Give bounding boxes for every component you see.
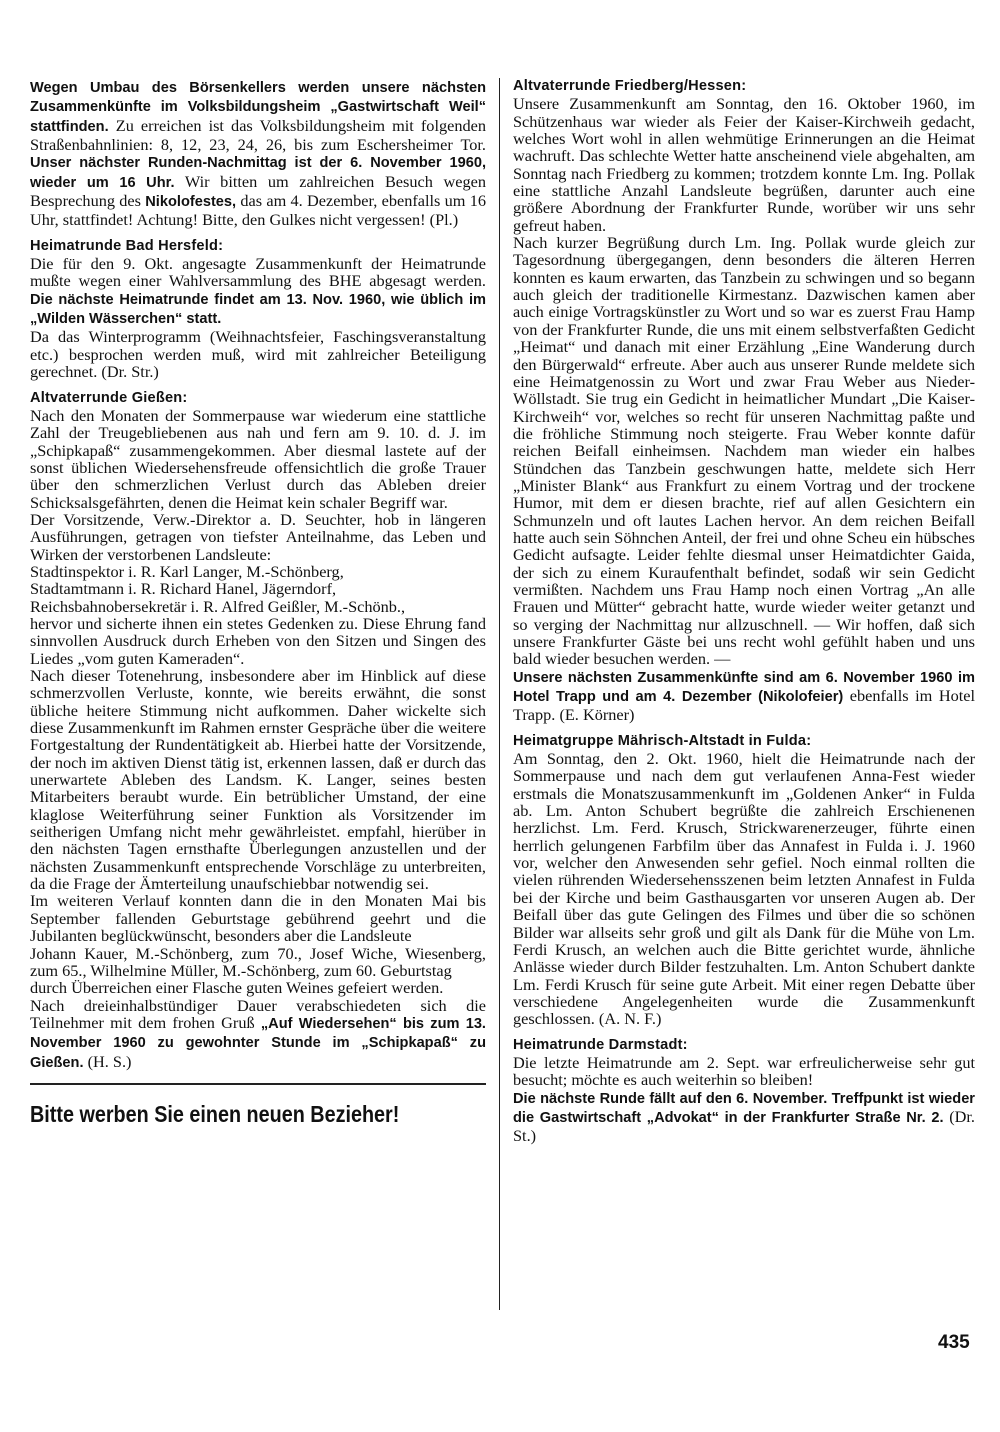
notice-text: Wir bitten um zahlreichen Besuch wegen Besprechung des [30,171,486,211]
giessen-paragraph: Nach dieser Totenehrung, insbesondere aber im Hinblick auf diese schmerzvollen Verluste, konnte, wie bereits erwähnt, die sonst übliche heitere Stimmung nicht aufkommen. Daher wickelte sich diese Zusammenkunft im Rahmen ernster Gespräche über die weitere Fortgestaltung der Rundentätigkeit ab. Hierbei hatte der Vorsitzende, der noch im aktiven Dienst tätig ist, erkennen lassen, daß er durch das unerwartete Ableben des Landsm. K. Langer, seines besten Mitarbeiters beraubt wurde. Ein betrüblicher Umstand, der eine klaglose Weiterführung seiner Funktion als Vorsitzender im seitherigen Umfang nicht mehr gewährleistet. empfahl, hierüber in den nächsten Tagen ernsthafte Überlegungen anzustellen und der nächsten Zusammenkunft entsprechende Vorschläge zu unterbreiten, da die Frage der Ämterteilung unaufschiebbar notwendig sei. [30,666,486,894]
friedberg-paragraph: Nach kurzer Begrüßung durch Lm. Ing. Pollak wurde gleich zur Tagesordnung übergegangen, denn besonders die älteren Herren konnten es kaum erwarten, das Tanzbein zu schwingen und so begann auch gleich der traditionelle Kirmestanz. Dazwischen kamen aber auch einige Vortragskünstler zu Wort und so war es zuerst Frau Hamp von der Frankfurter Runde, die uns mit einem selbstverfaßten Gedicht „Heimat“ und danach mit einer Erzählung „Eine Wanderung durch den Bürgerwald“ erfreute. Aber auch aus unserer Runde meldete sich eine Heimatgenossin zu Wort und zwar Frau Weber aus Nieder-Wöllstadt. Sie trug ein Gedicht in heimatlicher Mundart „Die Kaiser-Kirchweih“ vor, welches so recht für unseren Nachmittag paßte und die fröhliche Stimmung noch steigerte. Frau Weber konnte dafür reichen Beifall einheimsen. Nachdem man wieder ein halbes Stündchen das Tanzbein geschwungen hatte, meldete sich Herr „Minister Blank“ aus Frankfurt zu einem Vortrag und der trockene Humor, mit dem er diesen brachte, rief auf allen Gesichtern ein Schmunzeln und oft lautes Lachen hervor. An dem reichen Beifall hatte auch sein Söhnchen Anteil, der frei und ohne Scheu ein hübsches Gedicht aufsagte. Leider fehlte diesmal unser Heimatdichter Gaida, der sich zu einem Kuraufenthalt befindet, sodaß wir sein Gedicht vermißten. Nachdem uns Frau Hamp noch einen Vortrag „An alle Frauen und Mütter“ gebracht hatte, wurde wieder weiter getanzt und so verging der Nachmittag nur allzuschnell. — Wir hoffen, daß sich unsere Frankfurter Gäste bei uns recht wohl gefühlt haben und uns bald wieder besuchen werden. — [513,233,975,669]
darmstadt-closing [513,1089,975,1145]
article-text: Nach dreieinhalbstündiger Dauer verabschiedeten sich die Teilnehmer mit dem frohen Gruß [30,995,486,1032]
notice-text: das am 4. Dezember, ebenfalls um 16 Uhr, stattfindet! Achtung! Bitte, den Gulkes nicht vergessen! (Pl.) [30,191,486,230]
section-divider [30,1083,486,1085]
fulda-paragraph: Am Sonntag, den 2. Okt. 1960, hielt die Heimatrunde nach der Sommerpause und nach dem gut verlaufenen Anna-Fest wieder erstmals die Monatszusammenkunft im „Goldenen Anker“ in Fulda ab. Lm. Anton Schubert begrüßte die zahlreich Erschienenen herzlichst. Lm. Ferd. Krusch, Strickwarenerzeuger, führte einen herrlich gelungenen Farbfilm über das Annafest in Fulda i. J. 1960 vor, welcher den Anwesenden sehr gefiel. Noch einmal rollten die vielen rührenden Wiedersehensszenen beim letzten Annafest in Fulda bei der Kirche und beim Gasthausgarten vor unseren Augen ab. Der Beifall über das gute Gelingen des Filmes und über die so schönen Bilder war allseits sehr groß und gilt als Dank für die Mühe von Lm. Ferdi Krusch, an welchen auch die Bitte gerichtet wurde, ähnliche Anlässe wieder durch Bilder festzuhalten. Lm. Anton Schubert dankte Lm. Ferdi Krusch für seine gute Arbeit. Mit einer regen Debatte über verschiedene Angelegenheiten wurde die Zusammenkunft geschlossen. (A. N. F.) [513,749,975,1029]
article-text: Die für den 9. Okt. angesagte Zusammenkunft der Heimatrunde mußte wegen einer Wahlversammlung des BHE abgesagt werden. [30,254,486,291]
notice-bold-text: Nikolofestes, [145,194,237,211]
bad-hersfeld-text-2: Da das Winterprogramm (Weihnachtsfeier, Faschingsveranstaltung etc.) besprochen werden muß, wird mit zahlreicher Beteiligung gerechnet. (Dr. Str.) [30,327,486,382]
giessen-paragraph: hervor und sicherte ihnen ein stetes Gedenken zu. Diese Ehrung fand sinnvollen Ausdruck durch Erheben von den Sitzen und Singen des Liedes „vom guten Kameraden“. [30,613,486,668]
giessen-list-line: Stadtinspektor i. R. Karl Langer, M.-Schönberg, [30,561,344,581]
page-number: 435 [938,1332,970,1353]
column-divider [499,78,500,1310]
giessen-closing [30,997,486,1072]
article-signature: (Dr. St.) [513,1106,975,1146]
bad-hersfeld-text [30,255,486,328]
friedberg-closing [513,668,975,724]
section-heading-bad-hersfeld: Heimatrunde Bad Hersfeld: [30,237,224,254]
friedberg-paragraph: Unsere Zusammenkunft am Sonntag, den 16. Oktober 1960, im Schützenhaus war wieder als Feier der Kaiser-Kirchweih gedacht, welches Wort wohl in allen wehmütige Erinnerungen an die Heimat wachruft. Das schlechte Wetter hatte anscheinend viele abgehalten, am Sonntag nach Friedberg zu kommen; trotzdem konnte Lm. Ing. Pollak eine stattliche Anzahl Landsleute begrüßen, darunter auch eine größere Abordnung der Frankfurter Runde, worüber wir uns sehr gefreut haben. [513,94,975,235]
article-bold-text: „Auf Wiedersehen“ bis zum 13. November 1960 zu gewohnter Stunde im „Schipkapaß“ zu Gießen. [30,1015,486,1071]
section-heading-fulda: Heimatgruppe Mährisch-Altstadt in Fulda: [513,732,812,749]
article-text: ebenfalls im Hotel Trapp. (E. Körner) [513,686,975,725]
section-heading-giessen: Altvaterrunde Gießen: [30,389,188,406]
giessen-paragraph: Im weiteren Verlauf konnten dann die in den Monaten Mai bis September fallenden Geburtstage gebührend geehrt und die Jubilanten beglückwünscht, besonders aber die Landsleute [30,891,486,946]
giessen-list-line: Stadtamtmann i. R. Richard Hanel, Jägerndorf, [30,579,337,599]
left-column [30,78,486,1129]
subscriber-appeal: Bitte werben Sie einen neuen Bezieher! [30,1100,400,1127]
darmstadt-paragraph: Die letzte Heimatrunde am 2. Sept. war erfreulicherweise sehr gut besucht; möchte es auch weiterhin so bleiben! [513,1052,975,1090]
frankfurt-round-notice [30,78,486,229]
article-bold-text: Die nächste Runde fällt auf den 6. November. Treffpunkt ist wieder die Gastwirtschaft „Advokat“ in der Frankfurter Straße Nr. 2. [513,1090,975,1126]
section-heading-friedberg: Altvaterrunde Friedberg/Hessen: [513,78,747,94]
section-heading-darmstadt: Heimatrunde Darmstadt: [513,1036,688,1053]
notice-bold-text: Wegen Umbau des Börsenkellers werden unsere nächsten Zusammenkünfte im Volksbildungsheim „Gastwirtschaft Weil“ stattfinden. [30,80,486,135]
giessen-paragraph: Der Vorsitzende, Verw.-Direktor a. D. Seuchter, hob in längeren Ausführungen, getragen von tiefster Anteilnahme, das Leben und Wirken der verstorbenen Landsleute: [30,509,486,564]
right-column [513,78,975,1145]
giessen-paragraph: Johann Kauer, M.-Schönberg, zum 70., Josef Wiche, Wiesenberg, zum 65., Wilhelmine Müller, M.-Schönberg, zum 60. Geburtstag [30,943,486,980]
article-bold-text: Die nächste Heimatrunde findet am 13. Nov. 1960, wie üblich im „Wilden Wässerchen“ statt. [30,291,486,328]
giessen-list-line: Reichsbahnobersekretär i. R. Alfred Geißler, M.-Schönb., [30,596,406,616]
giessen-paragraph: Nach den Monaten der Sommerpause war wiederum eine stattliche Zahl der Treugebliebenen aus nah und fern am 9. 10. d. J. im „Schipkapaß“ zusammengekommen. Aber diesmal lastete auf der sonst üblichen Wiedersehensfreude offensichtlich die große Trauer über den schmerzlichen Verlust durch das Ableben dreier Schicksalsgefährten, denen die Heimat kein schaler Begriff war. [30,405,486,512]
article-bold-text: Unsere nächsten Zusammenkünfte sind am 6. November 1960 im Hotel Trapp und am 4. Dezember (Nikolofeier) [513,669,975,706]
giessen-paragraph: durch Überreichen einer Flasche guten Weines gefeiert werden. [30,978,444,998]
notice-text: Zu erreichen ist das Volksbildungsheim mit folgenden Straßenbahnlinien: 8, 12, 23, 24, 26, bis zum Eschersheimer Tor. [30,115,486,155]
article-signature: (H. S.) [87,1051,132,1071]
notice-bold-text: Unser nächster Runden-Nachmittag ist der 6. November 1960, wieder um 16 Uhr. [30,155,486,191]
